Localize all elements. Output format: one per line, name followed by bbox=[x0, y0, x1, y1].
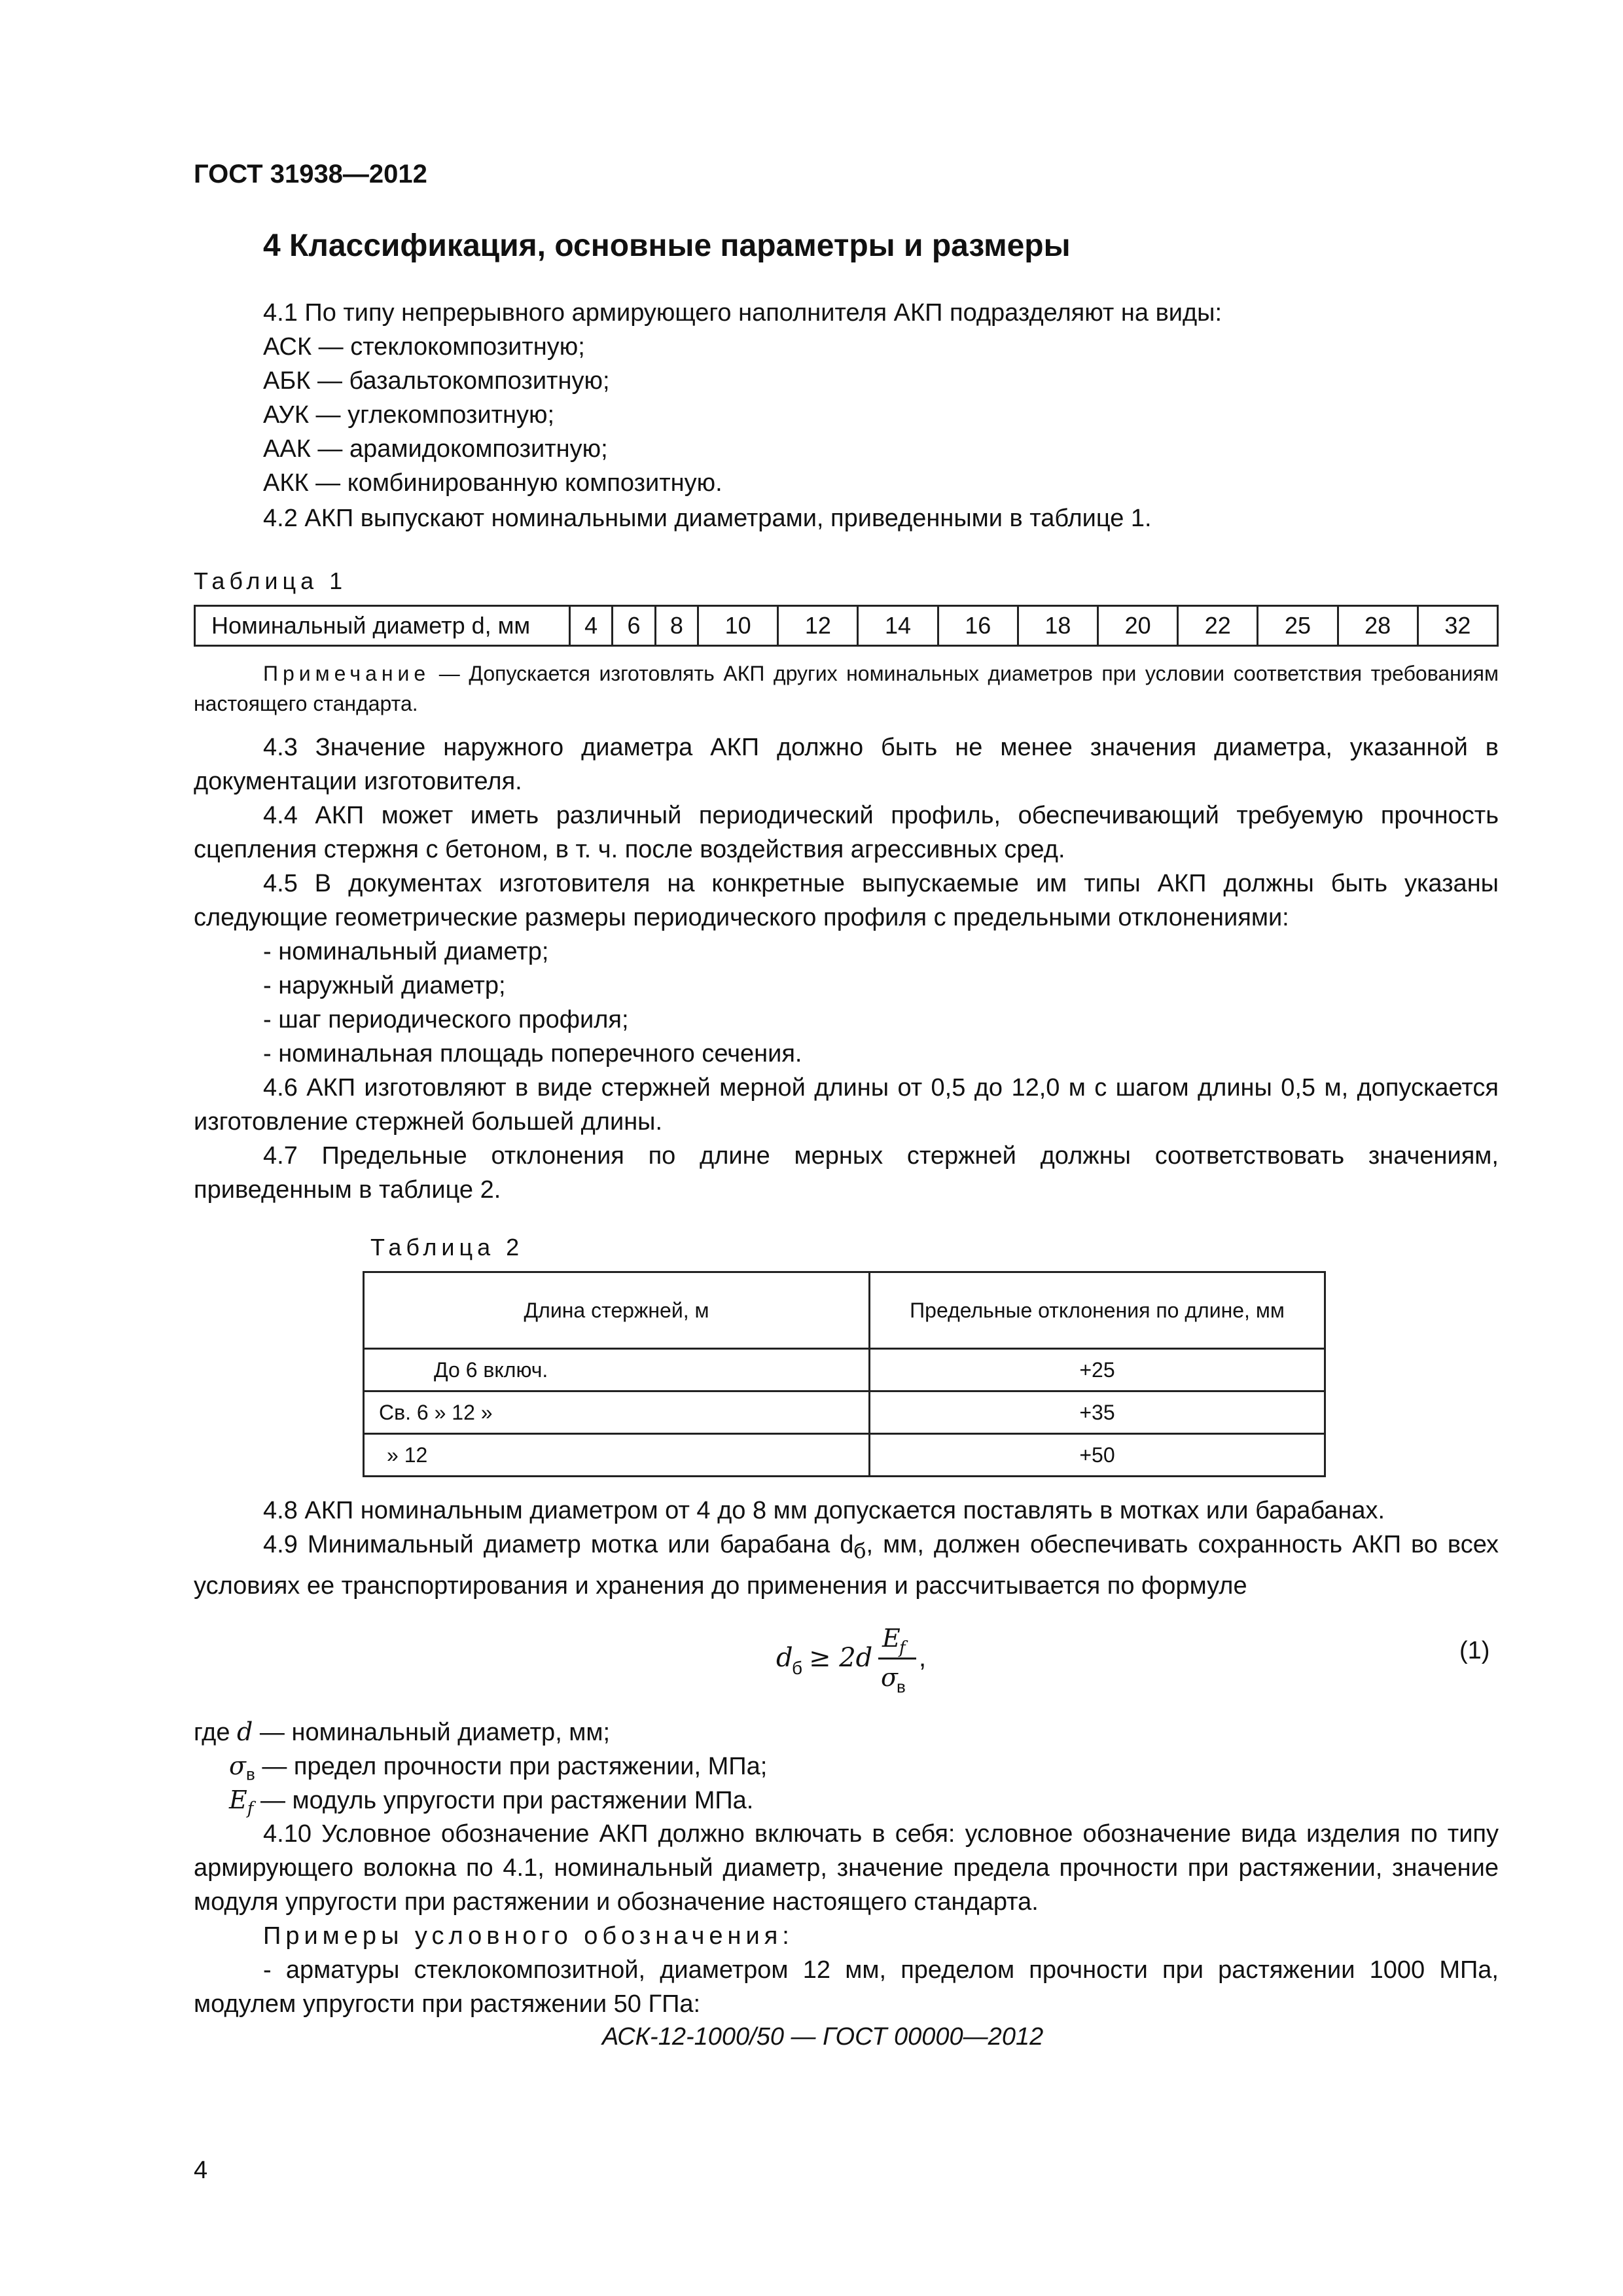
paragraph-4-9: 4.9 Минимальный диаметр мотка или барабана $d_б$, мм, должен обеспечивать сохранность АКП во всех условиях ее транспортирования и хранения до применения и рассчитывается по формуле bbox=[194, 1531, 1499, 1600]
formula-comma: , bbox=[919, 1643, 927, 1672]
formula-denominator-subscript: в bbox=[897, 1677, 906, 1696]
table-1-cell: 18 bbox=[1018, 606, 1097, 646]
list-item: - наружный диаметр; bbox=[263, 972, 506, 999]
paragraph-4-1: 4.1 По типу непрерывного армирующего наполнителя АКП подразделяют на виды: bbox=[263, 299, 1222, 327]
table-row bbox=[364, 1349, 1325, 1391]
paragraph-4-3: 4.3 Значение наружного диаметра АКП должно быть не менее значения диаметра, указанной в документации изготовителя. bbox=[194, 734, 1499, 795]
paragraph-4-10: 4.10 Условное обозначение АКП должно включать в себя: условное обозначение вида изделия по типу армирующего волокна по 4.1, номинальный диаметр, значение предела прочности при растяжении, значение модуля упругости при растяжении и обозначение настоящего стандарта. bbox=[194, 1820, 1499, 1916]
list-item: - номинальная площадь поперечного сечения. bbox=[263, 1040, 802, 1067]
page-number: 4 bbox=[194, 2157, 208, 2184]
where-line-2: $\sigma_в$ — предел прочности при растяжении, МПа; bbox=[229, 1751, 768, 1784]
table-1-cell: 25 bbox=[1258, 606, 1338, 646]
table-2-cell: +25 bbox=[870, 1349, 1325, 1391]
table-2-cell: До 6 включ. bbox=[364, 1349, 870, 1391]
paragraph-4-8: 4.8 АКП номинальным диаметром от 4 до 8 мм допускается поставлять в мотках или барабанах. bbox=[263, 1497, 1385, 1524]
formula-denominator: σ bbox=[881, 1663, 898, 1692]
formula-lhs-subscript: б bbox=[792, 1658, 803, 1678]
formula-numerator-subscript: f bbox=[899, 1638, 906, 1658]
table-row bbox=[195, 606, 1498, 646]
where-line-3: $E_f$ — модуль упругости при растяжении МПа. bbox=[229, 1785, 754, 1819]
where-line-1: где d — номинальный диаметр, мм; bbox=[194, 1717, 611, 1746]
table-2-cell: +35 bbox=[870, 1391, 1325, 1434]
table-1-cell: 28 bbox=[1338, 606, 1418, 646]
example-code: АСК-12-1000/50 — ГОСТ 00000—2012 bbox=[602, 2023, 1044, 2051]
list-item: АКК — комбинированную композитную. bbox=[263, 469, 722, 497]
table-1-cell: 22 bbox=[1178, 606, 1258, 646]
table-2-cell: Св. 6 » 12 » bbox=[364, 1391, 870, 1434]
table-1-cell: 16 bbox=[938, 606, 1018, 646]
paragraph-4-7: 4.7 Предельные отклонения по длине мерных стержней должны соответствовать значениям, приведенным в таблице 2. bbox=[194, 1142, 1499, 1204]
examples-title: Примеры условного обозначения: bbox=[263, 1922, 794, 1950]
formula-1 bbox=[776, 1615, 946, 1700]
table-1 bbox=[194, 605, 1499, 647]
table-1-cell: 6 bbox=[613, 606, 655, 646]
table-1-cell: 20 bbox=[1098, 606, 1178, 646]
list-item: - номинальный диаметр; bbox=[263, 938, 549, 965]
list-item: АУК — углекомпозитную; bbox=[263, 401, 555, 429]
table-header-row bbox=[364, 1272, 1325, 1349]
table-1-caption: Таблица 1 bbox=[194, 567, 348, 594]
example-item: - арматуры стеклокомпозитной, диаметром 12 мм, пределом прочности при растяжении 1000 МПа, модулем упругости при растяжении 50 ГПа: bbox=[194, 1956, 1499, 2018]
paragraph-4-2: 4.2 АКП выпускают номинальными диаметрами, приведенными в таблице 1. bbox=[263, 505, 1152, 532]
paragraph-4-6: 4.6 АКП изготовляют в виде стержней мерной длины от 0,5 до 12,0 м с шагом длины 0,5 м, допускается изготовление стержней большей длины. bbox=[194, 1074, 1499, 1136]
table-2 bbox=[363, 1271, 1326, 1477]
table-1-cell: 32 bbox=[1418, 606, 1497, 646]
paragraph-4-5: 4.5 В документах изготовителя на конкретные выпускаемые им типы АКП должны быть указаны следующие геометрические размеры периодического профиля с предельными отклонениями: bbox=[194, 870, 1499, 931]
table-row bbox=[364, 1391, 1325, 1434]
list-item: АСК — стеклокомпозитную; bbox=[263, 333, 585, 361]
table-2-header: Предельные отклонения по длине, мм bbox=[870, 1272, 1325, 1349]
formula-lhs: d bbox=[776, 1643, 793, 1673]
formula-number: (1) bbox=[1459, 1637, 1490, 1664]
table-2-header: Длина стержней, м bbox=[364, 1272, 870, 1349]
table-1-cell: 8 bbox=[655, 606, 698, 646]
paragraph-4-4: 4.4 АКП может иметь различный периодический профиль, обеспечивающий требуемую прочность сцепления стержня с бетоном, в т. ч. после воздействия агрессивных сред. bbox=[194, 802, 1499, 863]
table-1-cell: 14 bbox=[858, 606, 938, 646]
table-note bbox=[194, 658, 1499, 719]
table-2-caption: Таблица 2 bbox=[370, 1234, 524, 1261]
document-header: ГОСТ 31938—2012 bbox=[194, 160, 427, 188]
section-title: 4 Классификация, основные параметры и размеры bbox=[263, 228, 1071, 263]
table-row bbox=[364, 1434, 1325, 1477]
table-1-cell: 10 bbox=[698, 606, 778, 646]
list-item: АБК — базальтокомпозитную; bbox=[263, 367, 610, 395]
table-2-cell: » 12 bbox=[364, 1434, 870, 1477]
table-1-cell: 12 bbox=[778, 606, 858, 646]
table-2-cell: +50 bbox=[870, 1434, 1325, 1477]
list-item: ААК — арамидокомпозитную; bbox=[263, 435, 608, 463]
formula-numerator: E bbox=[882, 1624, 901, 1653]
list-item: - шаг периодического профиля; bbox=[263, 1006, 629, 1033]
table-1-cell: 4 bbox=[570, 606, 613, 646]
note-label: Примечание bbox=[263, 662, 431, 685]
formula-operator: ≥ 2d bbox=[809, 1643, 873, 1673]
note-text: — Допускается изготовлять АКП других номинальных диаметров при условии соответствия требованиям настоящего стандарта. bbox=[194, 662, 1499, 715]
table-1-row-label: Номинальный диаметр d, мм bbox=[195, 606, 570, 646]
